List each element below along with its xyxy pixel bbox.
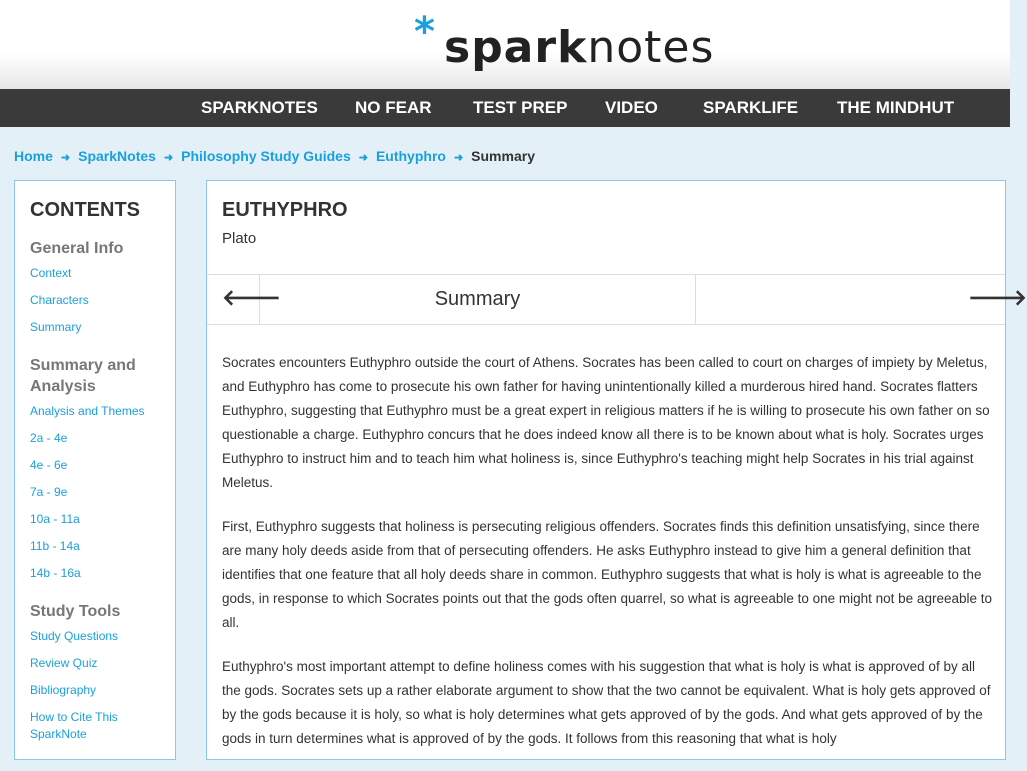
nav-video[interactable]: VIDEO — [605, 98, 658, 117]
breadcrumb-arrow-icon: ➜ — [358, 152, 368, 164]
breadcrumb-home[interactable]: Home — [14, 148, 53, 164]
book-author: Plato — [222, 230, 257, 247]
sidebar-link-review-quiz[interactable]: Review Quiz — [30, 656, 98, 670]
section-title: Summary — [434, 288, 521, 310]
sidebar-section-summary-and-analysis: Summary and Analysis — [30, 357, 136, 395]
main-content — [206, 180, 1027, 760]
sparknotes-logo[interactable] — [414, 9, 715, 74]
sidebar-link-4e-6e[interactable]: 4e - 6e — [30, 458, 68, 472]
breadcrumb-sparknotes[interactable]: SparkNotes — [78, 148, 156, 164]
arrow-left-icon: 🡐 — [222, 286, 281, 311]
sidebar-link-analysis-and-themes[interactable]: Analysis and Themes — [30, 404, 145, 418]
sidebar-link-11b-14a[interactable]: 11b - 14a — [30, 539, 80, 553]
sidebar-section-study-tools: Study Tools — [30, 603, 121, 620]
breadcrumb-arrow-icon: ➜ — [453, 152, 464, 164]
breadcrumb-arrow-icon: ➜ — [163, 152, 174, 164]
sidebar-link-how-to-cite[interactable]: How to Cite This SparkNote — [30, 710, 118, 741]
nav-the-mindhut[interactable]: THE MINDHUT — [837, 98, 955, 117]
sidebar-section-general-info: General Info — [30, 240, 124, 257]
breadcrumb-current: Summary — [471, 148, 535, 164]
sidebar-link-2a-4e[interactable]: 2a - 4e — [30, 431, 68, 445]
breadcrumb-arrow-icon: ➜ — [60, 152, 71, 164]
nav-sparknotes[interactable]: SPARKNOTES — [201, 98, 318, 117]
sidebar-link-14b-16a[interactable]: 14b - 16a — [30, 566, 81, 580]
sidebar-link-7a-9e[interactable]: 7a - 9e — [30, 485, 68, 499]
book-title: EUTHYPHRO — [222, 199, 348, 221]
breadcrumb-philosophy-study-guides[interactable]: Philosophy Study Guides — [181, 148, 351, 164]
site-header — [0, 0, 1010, 89]
nav-no-fear[interactable]: NO FEAR — [355, 98, 432, 117]
breadcrumb — [14, 148, 535, 164]
sidebar-link-characters[interactable]: Characters — [30, 293, 89, 307]
main-nav — [0, 89, 1010, 127]
sidebar-link-bibliography[interactable]: Bibliography — [30, 683, 97, 697]
paragraph: Euthyphro's most important attempt to define holiness comes with his suggestion that what is holy is what is approved of by all the gods. Socrates sets up a rather elaborate argument to show that the two cannot be equivalent. What is holy gets approved of by the gods because it is holy, so what is holy determines what gets approved of by the gods. And what gets approved of by the gods in turn determines what is approved of by the gods. It follows from this reasoning that what is holy — [222, 659, 991, 746]
previous-section-button[interactable] — [207, 275, 281, 324]
arrow-right-icon: 🡒 — [968, 286, 1027, 311]
sidebar-link-10a-11a[interactable]: 10a - 11a — [30, 512, 80, 526]
breadcrumb-euthyphro[interactable]: Euthyphro — [375, 148, 446, 164]
paragraph: First, Euthyphro suggests that holiness is persecuting religious offenders. Socrates finds this definition unsatisfying, since there are many holy deeds aside from that of persecuting offenders. He asks Euthyphro instead to give him a general definition that identifies that one feature that all holy deeds share in common. Euthyphro suggests that what is holy is what is agreeable to the gods, in response to which Socrates points out that the gods often quarrel, so what is agreeable to one might not be agreeable to all. — [222, 519, 992, 630]
sidebar-title: CONTENTS — [30, 199, 140, 221]
sidebar-link-summary[interactable]: Summary — [30, 320, 82, 334]
contents-sidebar — [14, 180, 176, 760]
next-section-button[interactable] — [695, 275, 1027, 324]
nav-test-prep[interactable]: TEST PREP — [473, 98, 568, 117]
sidebar-link-context[interactable]: Context — [30, 266, 72, 280]
summary-text — [222, 351, 992, 771]
sidebar-link-study-questions[interactable]: Study Questions — [30, 629, 119, 643]
logo-wordmark: sparknotes — [444, 22, 715, 73]
asterisk-icon: * — [414, 9, 435, 55]
nav-sparklife[interactable]: SPARKLIFE — [703, 98, 799, 117]
paragraph: Socrates encounters Euthyphro outside the court of Athens. Socrates has been called to court on charges of impiety by Meletus, and Euthyphro has come to prosecute his own father for having unintentionally killed a murderous hired hand. Socrates flatters Euthyphro, suggesting that Euthyphro must be a great expert in religious matters if he is willing to prosecute his own father on so questionable a charge. Euthyphro concurs that he does indeed know all there is to be known about what is holy. Socrates urges Euthyphro to instruct him and to teach him what holiness is, since Euthyphro's teaching might help Socrates in his trial against Meletus. — [222, 355, 990, 490]
section-pager — [207, 274, 1027, 325]
